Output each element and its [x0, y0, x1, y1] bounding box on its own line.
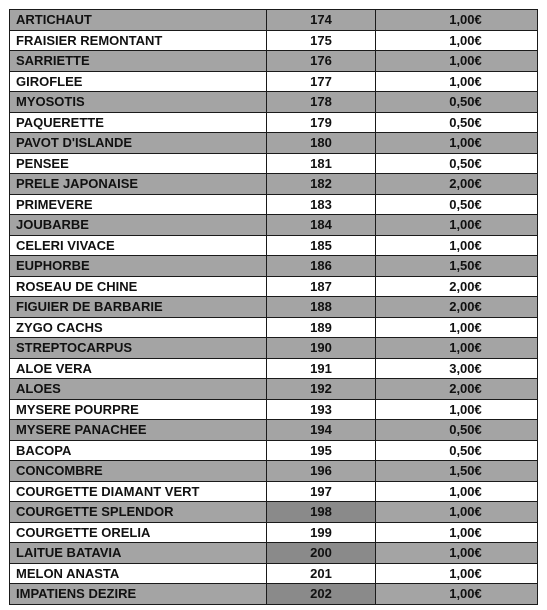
- item-number-cell: 189: [267, 317, 376, 338]
- item-number-cell: 188: [267, 297, 376, 318]
- plant-name-cell: ALOES: [10, 379, 267, 400]
- price-cell: 0,50€: [376, 92, 538, 113]
- plant-name-cell: MELON ANASTA: [10, 563, 267, 584]
- item-number-cell: 183: [267, 194, 376, 215]
- price-cell: 1,00€: [376, 317, 538, 338]
- item-number-cell: 186: [267, 256, 376, 277]
- price-cell: 1,50€: [376, 461, 538, 482]
- plant-name-cell: FRAISIER REMONTANT: [10, 30, 267, 51]
- table-row: [10, 440, 538, 461]
- plant-name-cell: EUPHORBE: [10, 256, 267, 277]
- item-number-cell: 184: [267, 215, 376, 236]
- plant-name-cell: CONCOMBRE: [10, 461, 267, 482]
- item-number-cell: 194: [267, 420, 376, 441]
- price-cell: 1,50€: [376, 256, 538, 277]
- plant-name-cell: COURGETTE SPLENDOR: [10, 502, 267, 523]
- table-row: [10, 420, 538, 441]
- table-row: [10, 133, 538, 154]
- price-cell: 1,00€: [376, 563, 538, 584]
- item-number-cell: 179: [267, 112, 376, 133]
- plant-name-cell: STREPTOCARPUS: [10, 338, 267, 359]
- item-number-cell: 202: [267, 584, 376, 605]
- plant-name-cell: PAQUERETTE: [10, 112, 267, 133]
- price-cell: 1,00€: [376, 51, 538, 72]
- item-number-cell: 198: [267, 502, 376, 523]
- table-row: [10, 235, 538, 256]
- price-cell: 2,00€: [376, 297, 538, 318]
- plant-name-cell: PENSEE: [10, 153, 267, 174]
- table-row: [10, 563, 538, 584]
- plant-name-cell: ARTICHAUT: [10, 10, 267, 31]
- item-number-cell: 200: [267, 543, 376, 564]
- plant-price-table: [9, 9, 538, 605]
- price-cell: 1,00€: [376, 584, 538, 605]
- price-cell: 1,00€: [376, 235, 538, 256]
- table-row: [10, 256, 538, 277]
- plant-name-cell: PRELE JAPONAISE: [10, 174, 267, 195]
- table-row: [10, 92, 538, 113]
- plant-name-cell: MYSERE POURPRE: [10, 399, 267, 420]
- price-cell: 1,00€: [376, 338, 538, 359]
- price-cell: 0,50€: [376, 440, 538, 461]
- plant-name-cell: PRIMEVERE: [10, 194, 267, 215]
- plant-name-cell: IMPATIENS DEZIRE: [10, 584, 267, 605]
- item-number-cell: 190: [267, 338, 376, 359]
- table-row: [10, 297, 538, 318]
- plant-name-cell: COURGETTE ORELIA: [10, 522, 267, 543]
- table-row: [10, 317, 538, 338]
- item-number-cell: 191: [267, 358, 376, 379]
- table-row: [10, 71, 538, 92]
- table-row: [10, 543, 538, 564]
- item-number-cell: 175: [267, 30, 376, 51]
- item-number-cell: 201: [267, 563, 376, 584]
- item-number-cell: 193: [267, 399, 376, 420]
- item-number-cell: 174: [267, 10, 376, 31]
- price-cell: 3,00€: [376, 358, 538, 379]
- table-row: [10, 112, 538, 133]
- table-row: [10, 358, 538, 379]
- table-row: [10, 461, 538, 482]
- table-row: [10, 153, 538, 174]
- item-number-cell: 199: [267, 522, 376, 543]
- price-cell: 0,50€: [376, 420, 538, 441]
- table-row: [10, 276, 538, 297]
- item-number-cell: 192: [267, 379, 376, 400]
- table-row: [10, 51, 538, 72]
- plant-name-cell: FIGUIER DE BARBARIE: [10, 297, 267, 318]
- plant-name-cell: ROSEAU DE CHINE: [10, 276, 267, 297]
- price-cell: 1,00€: [376, 399, 538, 420]
- table-row: [10, 174, 538, 195]
- table-body: [10, 10, 538, 605]
- table-row: [10, 584, 538, 605]
- price-cell: 2,00€: [376, 276, 538, 297]
- price-cell: 2,00€: [376, 174, 538, 195]
- price-cell: 0,50€: [376, 112, 538, 133]
- price-cell: 1,00€: [376, 543, 538, 564]
- price-cell: 1,00€: [376, 133, 538, 154]
- plant-name-cell: MYSERE PANACHEE: [10, 420, 267, 441]
- price-cell: 1,00€: [376, 502, 538, 523]
- plant-name-cell: GIROFLEE: [10, 71, 267, 92]
- price-cell: 1,00€: [376, 30, 538, 51]
- plant-name-cell: CELERI VIVACE: [10, 235, 267, 256]
- plant-name-cell: COURGETTE DIAMANT VERT: [10, 481, 267, 502]
- price-cell: 1,00€: [376, 215, 538, 236]
- item-number-cell: 197: [267, 481, 376, 502]
- table-row: [10, 399, 538, 420]
- price-cell: 1,00€: [376, 10, 538, 31]
- plant-name-cell: LAITUE BATAVIA: [10, 543, 267, 564]
- plant-name-cell: ZYGO CACHS: [10, 317, 267, 338]
- plant-name-cell: JOUBARBE: [10, 215, 267, 236]
- item-number-cell: 187: [267, 276, 376, 297]
- item-number-cell: 177: [267, 71, 376, 92]
- item-number-cell: 185: [267, 235, 376, 256]
- price-cell: 0,50€: [376, 194, 538, 215]
- price-cell: 0,50€: [376, 153, 538, 174]
- price-cell: 1,00€: [376, 481, 538, 502]
- table-row: [10, 379, 538, 400]
- item-number-cell: 178: [267, 92, 376, 113]
- price-cell: 1,00€: [376, 522, 538, 543]
- plant-name-cell: SARRIETTE: [10, 51, 267, 72]
- plant-name-cell: PAVOT D'ISLANDE: [10, 133, 267, 154]
- item-number-cell: 195: [267, 440, 376, 461]
- item-number-cell: 196: [267, 461, 376, 482]
- table-row: [10, 502, 538, 523]
- table-row: [10, 522, 538, 543]
- item-number-cell: 181: [267, 153, 376, 174]
- price-cell: 2,00€: [376, 379, 538, 400]
- plant-name-cell: BACOPA: [10, 440, 267, 461]
- table-row: [10, 10, 538, 31]
- item-number-cell: 182: [267, 174, 376, 195]
- plant-name-cell: ALOE VERA: [10, 358, 267, 379]
- table-row: [10, 338, 538, 359]
- price-cell: 1,00€: [376, 71, 538, 92]
- table-row: [10, 481, 538, 502]
- table-row: [10, 30, 538, 51]
- table-row: [10, 194, 538, 215]
- item-number-cell: 176: [267, 51, 376, 72]
- plant-name-cell: MYOSOTIS: [10, 92, 267, 113]
- item-number-cell: 180: [267, 133, 376, 154]
- table-row: [10, 215, 538, 236]
